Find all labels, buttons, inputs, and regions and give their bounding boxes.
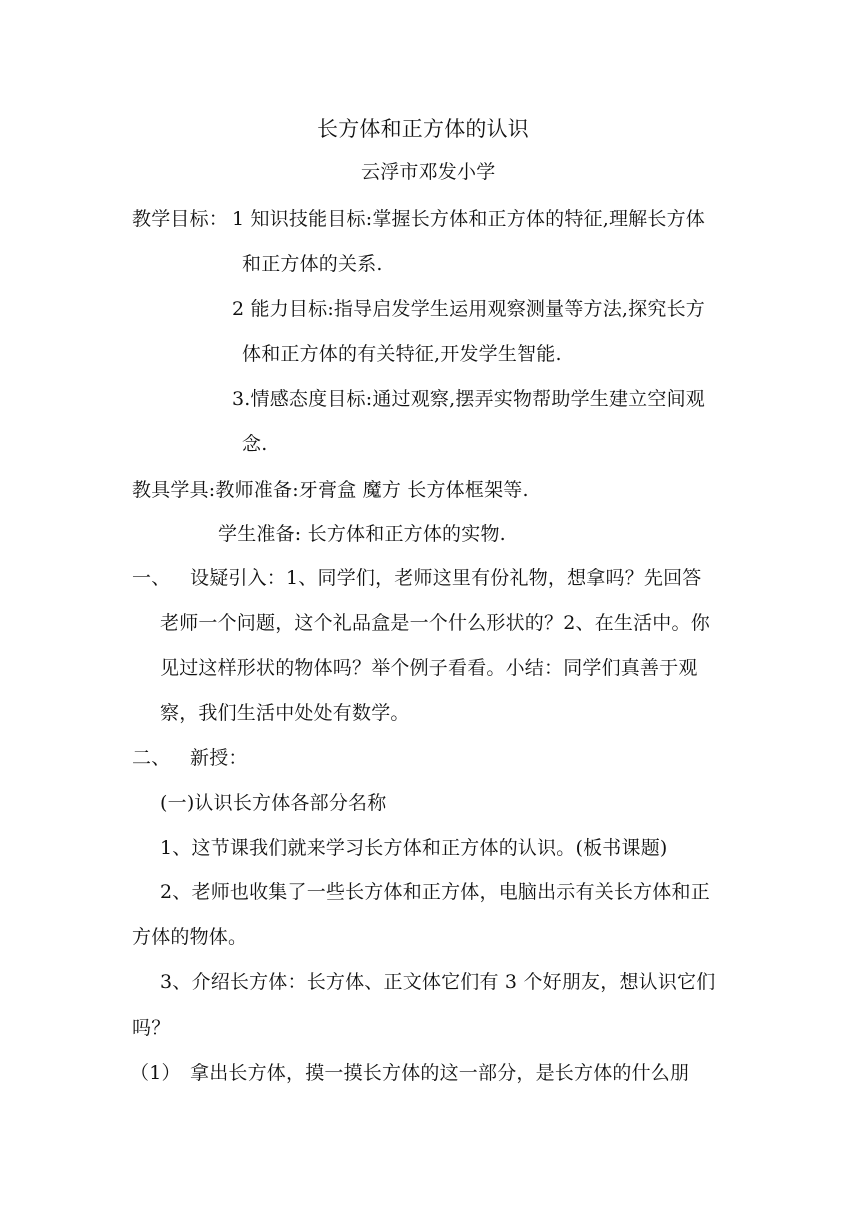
section-2-paragraph-3-line-1: 3、介绍长方体：长方体、正文体它们有 3 个好朋友，想认识它们 xyxy=(160,971,716,993)
section-1-line-1: 设疑引入：1、同学们，老师这里有份礼物，想拿吗？先回答 xyxy=(190,567,702,589)
section-1-number: 一、 xyxy=(132,567,171,589)
section-2-paragraph-3-line-2: 吗？ xyxy=(132,1017,171,1039)
objective-2-line-2: 体和正方体的有关特征,开发学生智能. xyxy=(242,343,562,365)
section-2-paragraph-1: 1、这节课我们就来学习长方体和正方体的认识。(板书课题) xyxy=(160,837,668,859)
objective-1-line-2: 和正方体的关系. xyxy=(242,253,383,275)
section-2-paragraph-2-line-1: 2、老师也收集了一些长方体和正方体，电脑出示有关长方体和正 xyxy=(160,881,710,903)
section-2-item-1-line-1: 拿出长方体，摸一摸长方体的这一部分，是长方体的什么朋 xyxy=(190,1062,690,1084)
objective-3-line-2: 念. xyxy=(242,433,268,455)
materials-teacher: 教具学具:教师准备:牙膏盒 魔方 长方体框架等. xyxy=(132,479,529,501)
section-1-line-3: 见过这样形状的物体吗？举个例子看看。小结：同学们真善于观 xyxy=(160,657,698,679)
section-2-item-1-number: （1） xyxy=(130,1062,181,1084)
section-2-heading: 新授： xyxy=(190,747,248,769)
objective-3-line-1: 3.情感态度目标:通过观察,摆弄实物帮助学生建立空间观 xyxy=(232,388,705,410)
section-2-subheading-1: (一)认识长方体各部分名称 xyxy=(160,792,387,814)
section-2-paragraph-2-line-2: 方体的物体。 xyxy=(132,926,248,948)
section-1-line-4: 察，我们生活中处处有数学。 xyxy=(160,702,410,724)
objective-1-line-1: 1 知识技能目标:掌握长方体和正方体的特征,理解长方体 xyxy=(232,208,705,230)
objectives-label: 教学目标： xyxy=(132,208,229,230)
materials-student: 学生准备: 长方体和正方体的实物. xyxy=(218,523,506,545)
document-title: 长方体和正方体的认识 xyxy=(317,117,529,141)
objective-2-line-1: 2 能力目标:指导启发学生运用观察测量等方法,探究长方 xyxy=(232,298,705,320)
section-1-line-2: 老师一个问题，这个礼品盒是一个什么形状的？2、在生活中。你 xyxy=(160,612,710,634)
school-name: 云浮市邓发小学 xyxy=(361,161,496,183)
section-2-number: 二、 xyxy=(132,747,171,769)
